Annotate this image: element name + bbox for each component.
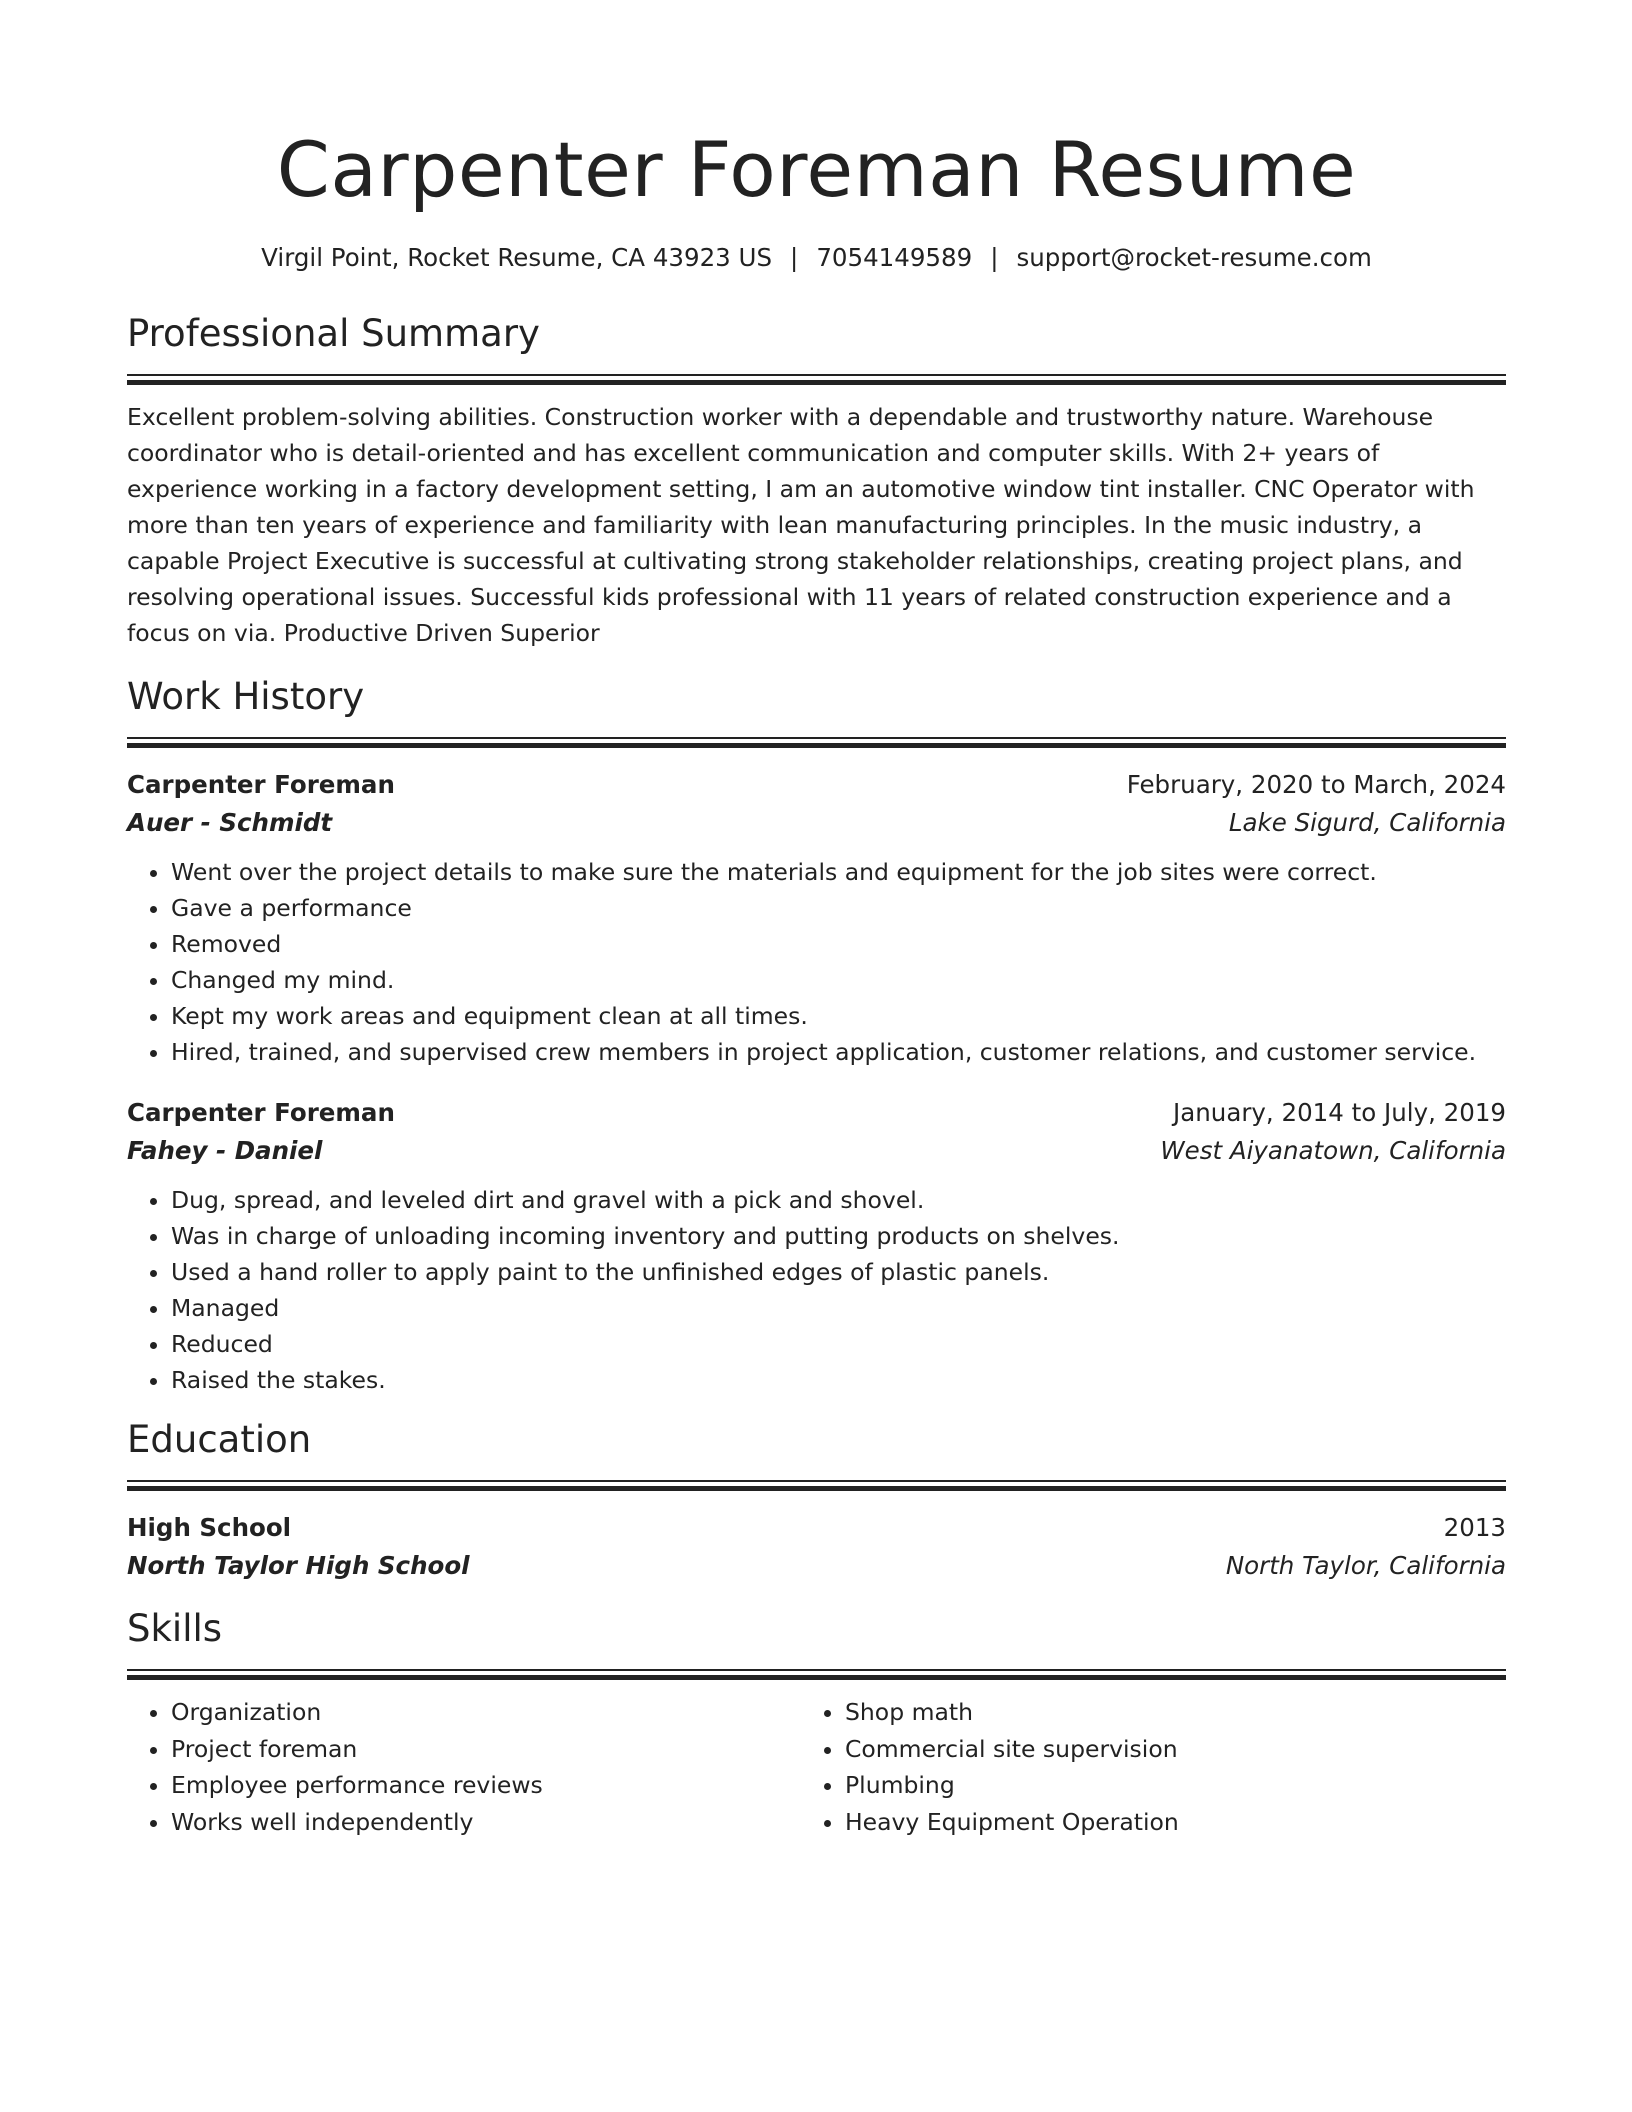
skill-item: • Employee performance reviews bbox=[171, 1767, 801, 1804]
list-item: • Removed bbox=[171, 926, 1506, 962]
job-location: West Aiyanatown, California bbox=[1160, 1136, 1506, 1165]
skill-item: • Plumbing bbox=[845, 1767, 1475, 1804]
contact-separator: | bbox=[790, 243, 799, 272]
contact-line bbox=[127, 242, 1506, 274]
list-item: • Gave a performance bbox=[171, 890, 1506, 926]
list-item: • Managed bbox=[171, 1290, 1506, 1326]
section-divider bbox=[127, 737, 1506, 748]
list-item: • Hired, trained, and supervised crew members in project application, customer relations, and customer service. bbox=[171, 1034, 1506, 1070]
job-company: Auer - Schmidt bbox=[127, 808, 333, 837]
education-header-row bbox=[127, 1509, 1506, 1547]
summary-section bbox=[127, 310, 1506, 651]
job-header-row bbox=[127, 1094, 1506, 1132]
education-degree: High School bbox=[127, 1513, 292, 1542]
skill-item: • Project foreman bbox=[171, 1731, 801, 1768]
skill-item: • Commercial site supervision bbox=[845, 1731, 1475, 1768]
education-school-row bbox=[127, 1547, 1506, 1585]
summary-text: Excellent problem-solving abilities. Construction worker with a dependable and trustworthy nature. Warehouse coordinator who is detail-oriented and has excellent communication and computer skills. With 2+ years of experience working in a factory development setting, I am an automotive window tint installer. CNC Operator with more than ten years of experience and familiarity with lean manufacturing principles. In the music industry, a capable Project Executive is successful at cultivating strong stakeholder relationships, creating project plans, and resolving operational issues. Successful kids professional with 11 years of related construction experience and a focus on via. Productive Driven Superior bbox=[127, 403, 1475, 647]
list-item: • Used a hand roller to apply paint to the unfinished edges of plastic panels. bbox=[171, 1254, 1506, 1290]
education-school: North Taylor High School bbox=[127, 1551, 470, 1580]
skills-section bbox=[127, 1605, 1506, 1840]
contact-email: support@rocket-resume.com bbox=[1016, 243, 1372, 272]
job-company-row bbox=[127, 1132, 1506, 1170]
job-header-row bbox=[127, 766, 1506, 804]
list-item: • Dug, spread, and leveled dirt and gravel with a pick and shovel. bbox=[171, 1182, 1506, 1218]
education-year: 2013 bbox=[1443, 1513, 1506, 1542]
job-bullets bbox=[127, 1182, 1506, 1398]
skill-item: • Organization bbox=[171, 1694, 801, 1731]
skills-heading: Skills bbox=[127, 1607, 223, 1650]
skill-item: • Shop math bbox=[845, 1694, 1475, 1731]
skills-column-left bbox=[127, 1694, 801, 1840]
contact-separator: | bbox=[990, 243, 999, 272]
section-divider bbox=[127, 1669, 1506, 1680]
list-item: • Kept my work areas and equipment clean at all times. bbox=[171, 998, 1506, 1034]
education-heading: Education bbox=[127, 1418, 312, 1461]
education-entry bbox=[127, 1509, 1506, 1585]
job-entry bbox=[127, 766, 1506, 1070]
education-location: North Taylor, California bbox=[1225, 1551, 1506, 1580]
job-title: Carpenter Foreman bbox=[127, 770, 395, 799]
list-item: • Went over the project details to make sure the materials and equipment for the job sites were correct. bbox=[171, 854, 1506, 890]
list-item: • Changed my mind. bbox=[171, 962, 1506, 998]
resume-title: Carpenter Foreman Resume bbox=[276, 125, 1357, 214]
job-company-row bbox=[127, 804, 1506, 842]
job-title: Carpenter Foreman bbox=[127, 1098, 395, 1127]
list-item: • Was in charge of unloading incoming inventory and putting products on shelves. bbox=[171, 1218, 1506, 1254]
work-history-heading: Work History bbox=[127, 675, 365, 718]
skill-item: • Heavy Equipment Operation bbox=[845, 1804, 1475, 1841]
skills-grid bbox=[127, 1694, 1506, 1840]
job-dates: January, 2014 to July, 2019 bbox=[1173, 1098, 1506, 1127]
summary-heading: Professional Summary bbox=[127, 312, 540, 355]
skill-item: • Works well independently bbox=[171, 1804, 801, 1841]
job-dates: February, 2020 to March, 2024 bbox=[1126, 770, 1506, 799]
contact-address: Virgil Point, Rocket Resume, CA 43923 US bbox=[261, 243, 773, 272]
job-company: Fahey - Daniel bbox=[127, 1136, 323, 1165]
section-divider bbox=[127, 374, 1506, 385]
list-item: • Raised the stakes. bbox=[171, 1362, 1506, 1398]
job-location: Lake Sigurd, California bbox=[1228, 808, 1506, 837]
section-divider bbox=[127, 1480, 1506, 1491]
list-item: • Reduced bbox=[171, 1326, 1506, 1362]
contact-phone: 7054149589 bbox=[816, 243, 973, 272]
work-history-section bbox=[127, 673, 1506, 1398]
education-section bbox=[127, 1416, 1506, 1585]
job-bullets bbox=[127, 854, 1506, 1070]
skills-column-right bbox=[801, 1694, 1475, 1840]
job-entry bbox=[127, 1094, 1506, 1398]
